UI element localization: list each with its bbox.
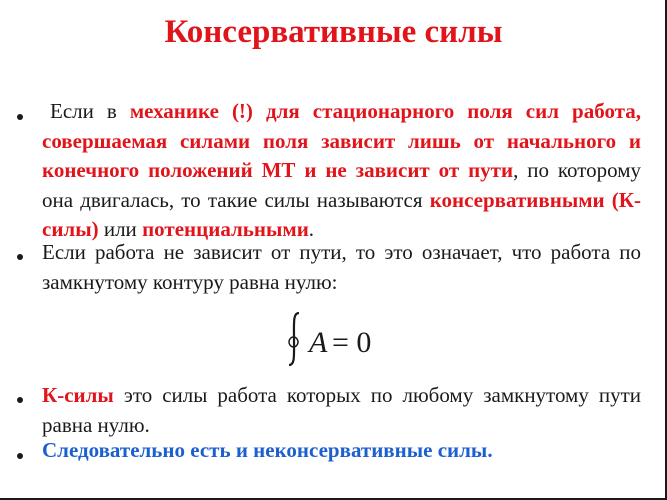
bullet-text-3 [42,381,641,440]
text-run: , по которому она двигалась, то такие силы называются [42,158,641,212]
text-run-red: К-силы [42,383,114,407]
formula-graphic [285,308,405,370]
bullet-text-2 [42,238,641,297]
formula-lhs: A [309,326,328,359]
text-run: Если работа не зависит от пути, то это означает, что работа по замкнутому контуру равна нулю: [42,240,641,294]
text-run-red: механике (!) для стационарного поля сил работа, совершаемая силами поля зависит лишь от начального и конечного положений МТ и не зависит от пути [42,99,641,182]
bullet-text-1 [42,97,641,245]
bullet-dot [17,114,23,120]
slide-title: Консервативные силы [164,14,503,50]
bullet-dot [17,397,23,403]
formula-rhs: = 0 [332,326,372,359]
closed-loop-integral-formula [285,308,405,370]
bullet-dot [17,453,23,459]
bullet-dot [17,254,23,260]
text-run: или [103,217,143,241]
text-run-blue: Следовательно есть и неконсервативные силы. [42,438,493,462]
text-run-red: консервативными (К-силы) [42,187,642,241]
bullet-text-4 [42,436,641,466]
text-run: . [308,217,315,241]
text-run: это силы работа которых по любому замкнутому пути равна нулю. [42,383,641,437]
text-run: Если в [50,99,130,123]
text-run-red: потенциальными [142,217,309,241]
